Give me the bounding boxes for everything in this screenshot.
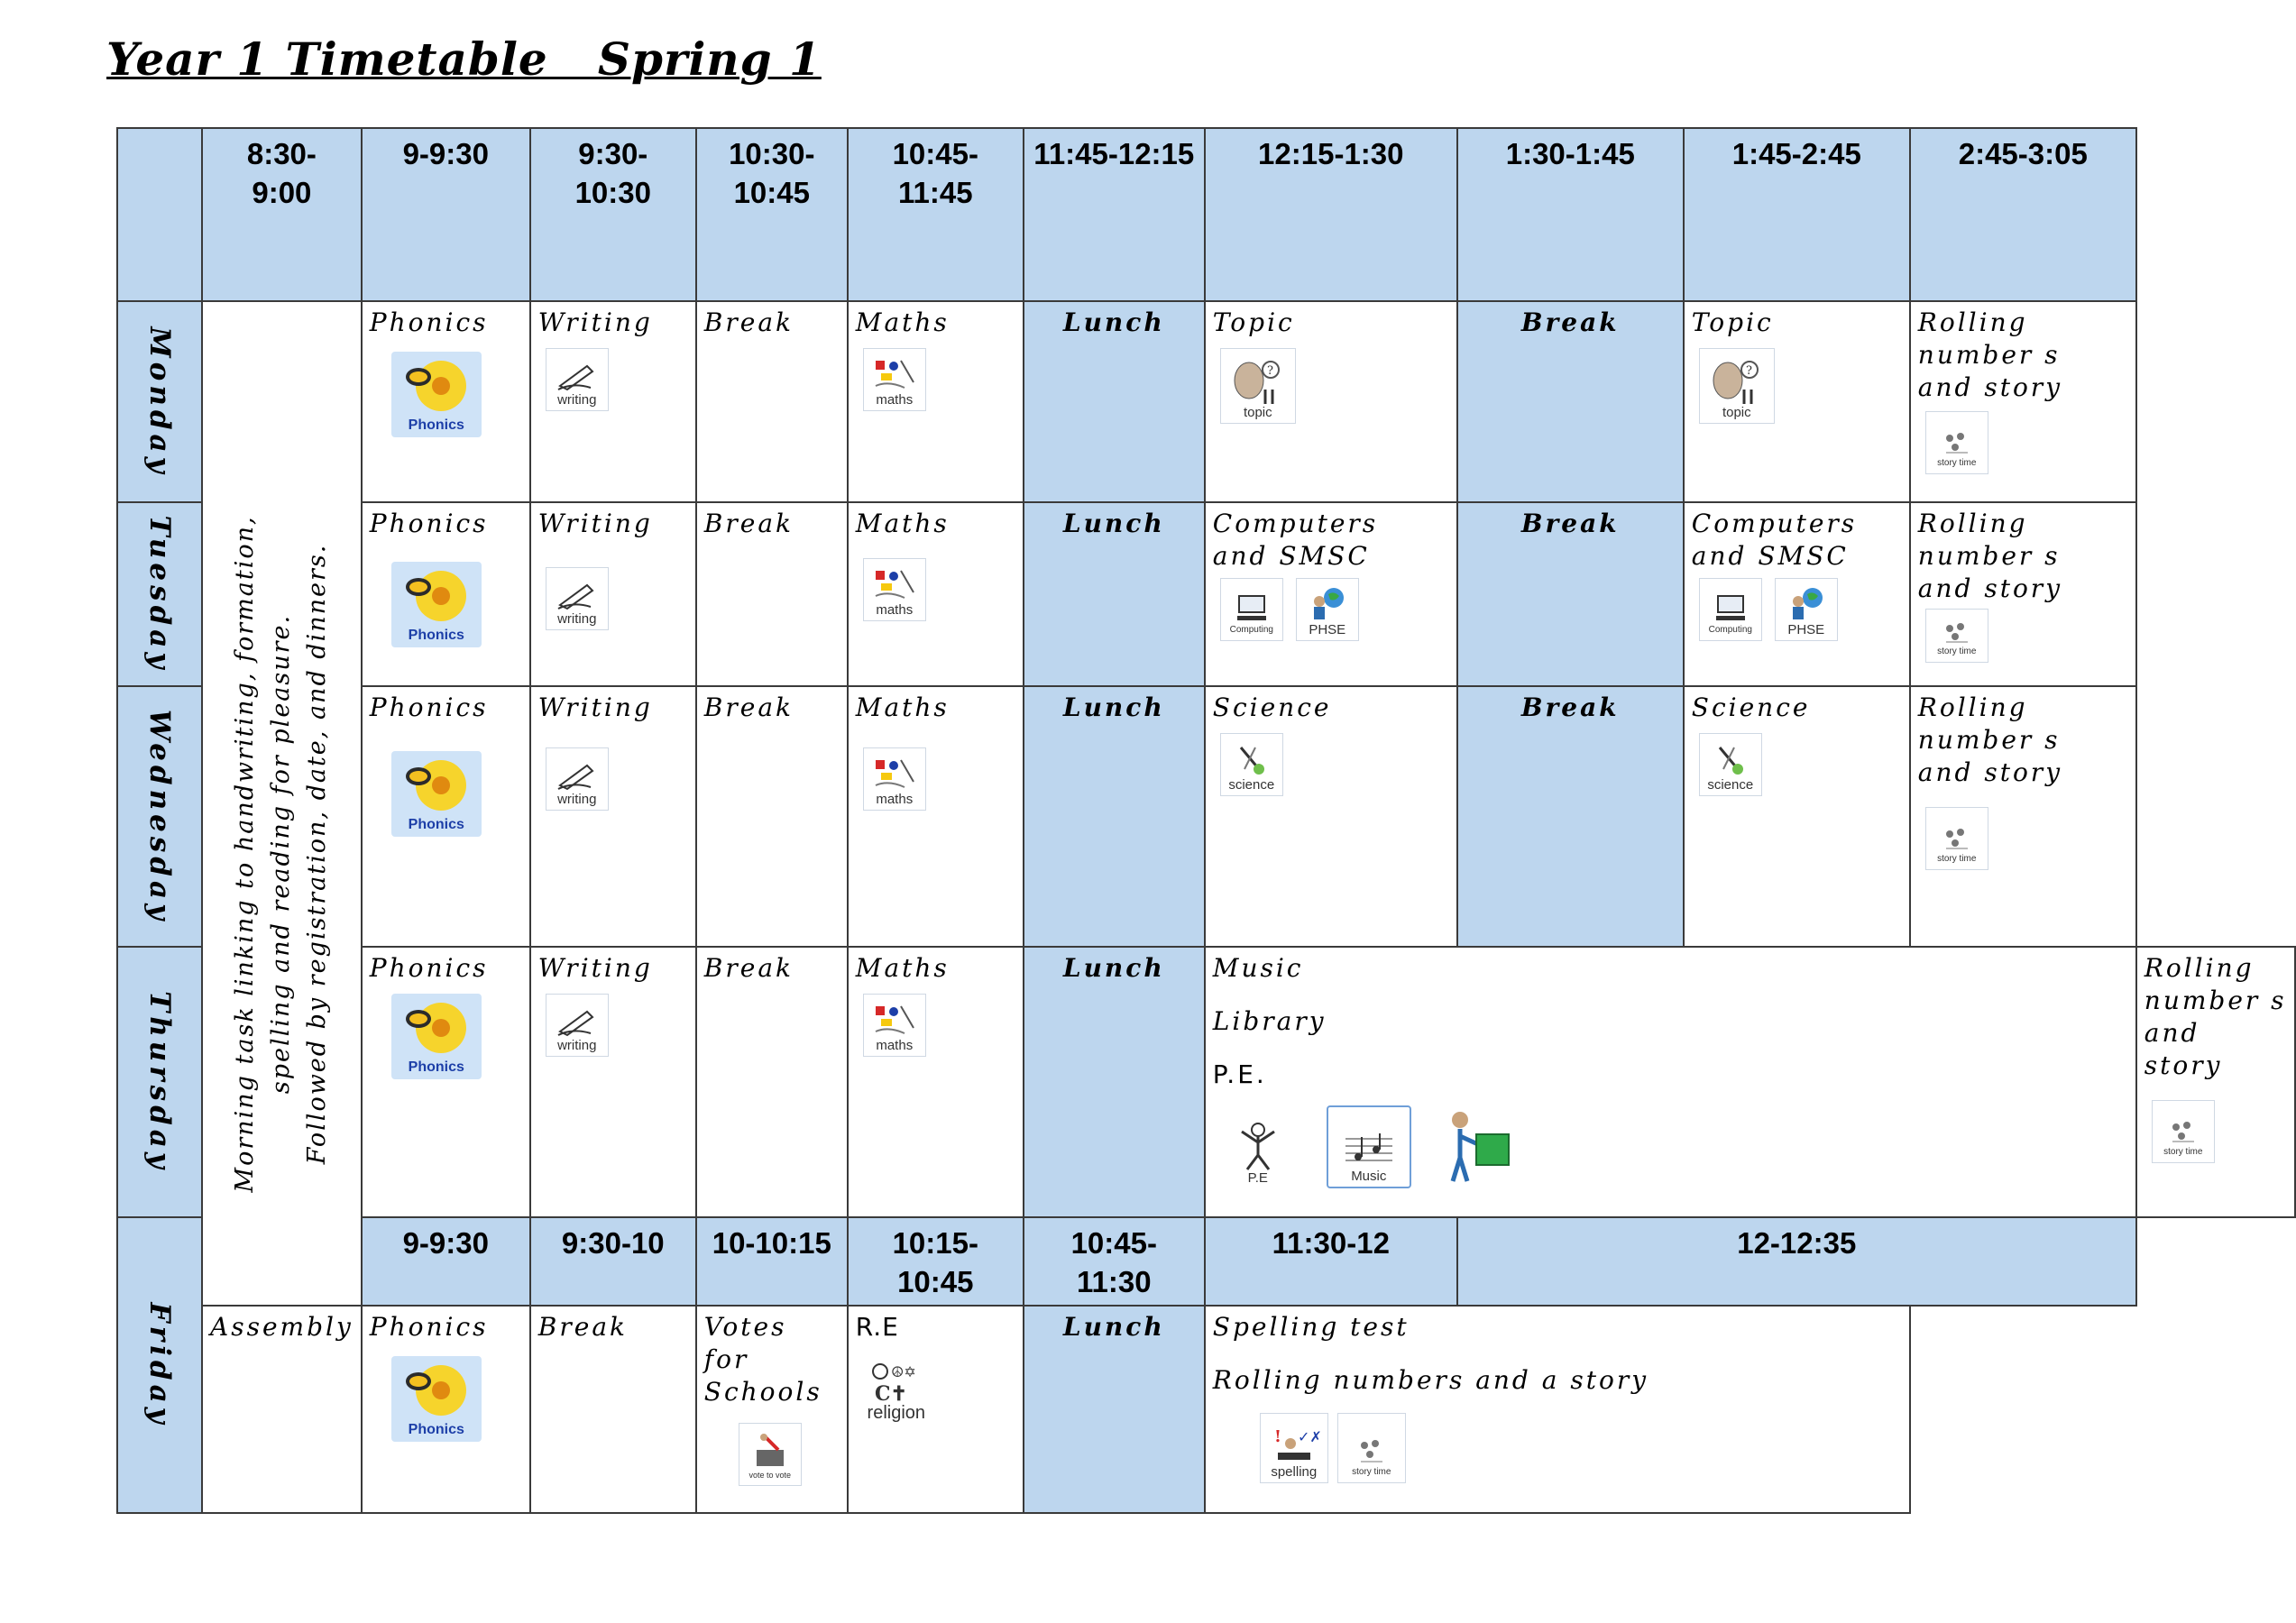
- music-icon: Music: [1327, 1105, 1411, 1188]
- cell-music-library-pe: Music Library P.E. P.E Music: [1205, 947, 2136, 1217]
- story-time-icon: story time: [1925, 807, 1988, 870]
- morning-task-line: Morning task linking to handwriting, formation,: [231, 515, 260, 1193]
- cell-writing: Writing writing: [530, 301, 696, 502]
- story-time-icon: story time: [2152, 1100, 2215, 1163]
- day-monday: Monday: [117, 301, 202, 502]
- cell-maths: Maths maths: [848, 686, 1024, 947]
- cell-phonics: Phonics Phonics: [362, 502, 530, 686]
- cell-writing: Writing writing: [530, 686, 696, 947]
- cell-maths: Maths maths: [848, 301, 1024, 502]
- cell-writing: Writing writing: [530, 502, 696, 686]
- time-header: 12:15-1:30: [1205, 128, 1457, 301]
- timetable: [116, 127, 2296, 1514]
- day-wednesday: Wednesday: [117, 686, 202, 947]
- cell-computers-smsc: Computers and SMSC Computing PHSE: [1205, 502, 1457, 686]
- svg-text:?: ?: [1745, 364, 1752, 378]
- topic-icon: ? topic: [1699, 348, 1775, 424]
- writing-icon: writing: [546, 747, 609, 811]
- time-header: 11:45-12:15: [1024, 128, 1205, 301]
- cell-maths: Maths maths: [848, 947, 1024, 1217]
- time-header: 10:30- 10:45: [696, 128, 848, 301]
- maths-icon: maths: [863, 994, 926, 1057]
- cell-rolling: Rolling number s and story story time: [1910, 301, 2136, 502]
- day-tuesday: Tuesday: [117, 502, 202, 686]
- phse-icon: PHSE: [1775, 578, 1838, 641]
- friday-time-header: 10:45- 11:30: [1024, 1217, 1205, 1306]
- friday-time-header: 12-12:35: [1457, 1217, 2136, 1306]
- phonics-icon: Phonics: [391, 352, 482, 437]
- cell-assembly: Assembly: [202, 1306, 362, 1513]
- phonics-icon: Phonics: [391, 1356, 482, 1442]
- maths-icon: maths: [863, 558, 926, 621]
- cell-break: Break: [696, 502, 848, 686]
- phse-icon: PHSE: [1296, 578, 1359, 641]
- cell-phonics: Phonics Phonics: [362, 301, 530, 502]
- maths-icon: maths: [863, 348, 926, 411]
- cell-phonics: Phonics Phonics: [362, 1306, 530, 1513]
- cell-votes: Votes for Schools vote to vote: [696, 1306, 848, 1513]
- vote-icon: vote to vote: [739, 1423, 802, 1486]
- cell-re: R.E ☮✡ C✝ religion: [848, 1306, 1024, 1513]
- cell-lunch: Lunch: [1024, 947, 1205, 1217]
- day-friday: Friday: [117, 1217, 202, 1513]
- svg-text:C✝: C✝: [874, 1382, 907, 1406]
- cell-science: Science science: [1205, 686, 1457, 947]
- svg-text:!: !: [1273, 1427, 1281, 1446]
- time-header: 2:45-3:05: [1910, 128, 2136, 301]
- story-time-icon: story time: [1337, 1413, 1406, 1483]
- page-title: Year 1 Timetable Spring 1: [106, 32, 822, 86]
- friday-time-header: 10-10:15: [696, 1217, 848, 1306]
- svg-text:?: ?: [1266, 364, 1273, 378]
- morning-task-line: Followed by registration, date, and dinners.: [303, 543, 332, 1164]
- cell-rolling: Rolling number s and story story time: [2136, 947, 2295, 1217]
- time-header: 8:30- 9:00: [202, 128, 362, 301]
- cell-phonics: Phonics Phonics: [362, 686, 530, 947]
- spelling-icon: ! ✓✗ spelling: [1260, 1413, 1328, 1483]
- time-header: 1:30-1:45: [1457, 128, 1684, 301]
- cell-break: Break: [1457, 686, 1684, 947]
- corner-cell: [117, 128, 202, 301]
- pe-icon: P.E: [1220, 1113, 1296, 1188]
- time-header: 10:45- 11:45: [848, 128, 1024, 301]
- cell-break: Break: [696, 686, 848, 947]
- friday-time-header: 11:30-12: [1205, 1217, 1457, 1306]
- writing-icon: writing: [546, 348, 609, 411]
- phonics-icon: Phonics: [391, 562, 482, 647]
- morning-task-line: spelling and reading for pleasure.: [267, 613, 296, 1094]
- cell-rolling: Rolling number s and story story time: [1910, 502, 2136, 686]
- friday-time-header: 9:30-10: [530, 1217, 696, 1306]
- cell-science: Science science: [1684, 686, 1910, 947]
- cell-lunch: Lunch: [1024, 502, 1205, 686]
- writing-icon: writing: [546, 567, 609, 630]
- day-thursday: Thursday: [117, 947, 202, 1217]
- religion-icon: ☮✡ C✝ religion: [856, 1347, 937, 1423]
- story-time-icon: story time: [1925, 411, 1988, 474]
- time-header: 9-9:30: [362, 128, 530, 301]
- cell-computers-smsc: Computers and SMSC Computing PHSE: [1684, 502, 1910, 686]
- time-header: 9:30- 10:30: [530, 128, 696, 301]
- computing-icon: Computing: [1220, 578, 1283, 641]
- phonics-icon: Phonics: [391, 751, 482, 837]
- computing-icon: Computing: [1699, 578, 1762, 641]
- cell-break: Break: [696, 301, 848, 502]
- svg-text:☮✡: ☮✡: [890, 1363, 916, 1380]
- cell-break: Break: [530, 1306, 696, 1513]
- time-header: 1:45-2:45: [1684, 128, 1910, 301]
- cell-lunch: Lunch: [1024, 1306, 1205, 1513]
- svg-text:✓✗: ✓✗: [1297, 1428, 1322, 1445]
- cell-phonics: Phonics Phonics: [362, 947, 530, 1217]
- friday-time-header: 9-9:30: [362, 1217, 530, 1306]
- cell-topic: Topic ? topic: [1684, 301, 1910, 502]
- cell-writing: Writing writing: [530, 947, 696, 1217]
- cell-maths: Maths maths: [848, 502, 1024, 686]
- cell-break: Break: [1457, 502, 1684, 686]
- morning-task-cell: [202, 301, 362, 1306]
- friday-time-header: 10:15- 10:45: [848, 1217, 1024, 1306]
- cell-lunch: Lunch: [1024, 686, 1205, 947]
- cell-break: Break: [1457, 301, 1684, 502]
- story-time-icon: story time: [1925, 609, 1988, 663]
- cell-spelling-rolling: Spelling test Rolling numbers and a story ! ✓✗ spelling story time: [1205, 1306, 1910, 1513]
- science-icon: science: [1699, 733, 1762, 796]
- writing-icon: writing: [546, 994, 609, 1057]
- cell-rolling: Rolling number s and story story time: [1910, 686, 2136, 947]
- science-icon: science: [1220, 733, 1283, 796]
- cell-topic: Topic ? topic: [1205, 301, 1457, 502]
- cell-lunch: Lunch: [1024, 301, 1205, 502]
- cell-break: Break: [696, 947, 848, 1217]
- library-icon: [1442, 1104, 1514, 1188]
- phonics-icon: Phonics: [391, 994, 482, 1079]
- maths-icon: maths: [863, 747, 926, 811]
- topic-icon: ? topic: [1220, 348, 1296, 424]
